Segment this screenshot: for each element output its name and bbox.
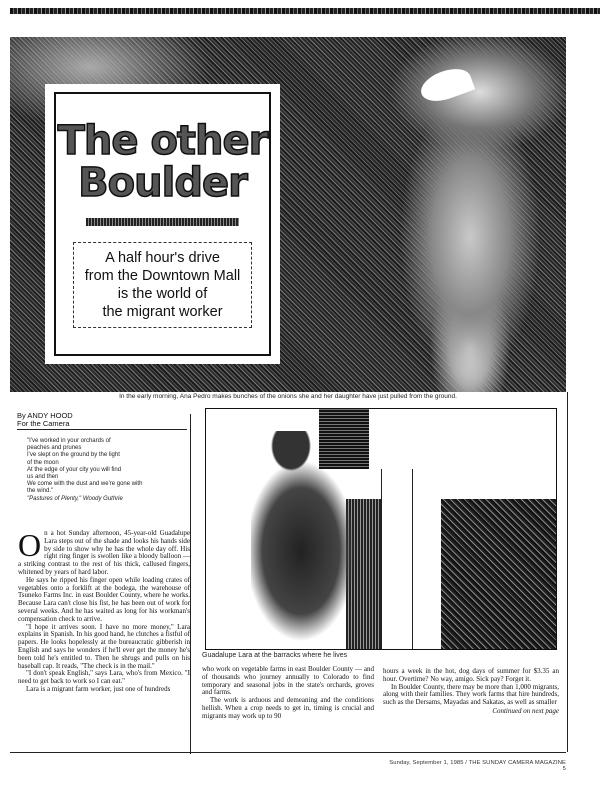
byline-role: For the Camera [17,419,70,428]
subheadline-line: from the Downtown Mall [84,268,241,284]
byline-divider [17,429,187,430]
byline [17,412,187,428]
article-paragraph: In Boulder County, there may be more than 1,000 migrants, along with their families. They work farms that hire hundreds, such as the Dersams, Mayadas and Sakatas, as well as smaller [383,682,559,707]
epigraph-line: of the moon [27,459,59,466]
tree-foliage [441,499,556,649]
article-column-2 [202,666,374,721]
article-paragraph: who work on vegetable farms in east Boulder County — and of thousands who journey annually to Colorado to find temporary and seasonal jobs in the state's orchards, groves and farms. [202,665,374,697]
drop-cap: O [18,527,42,563]
headline-line-2: Boulder [78,160,247,206]
epigraph-line: "I've worked in your orchards of [27,438,111,444]
second-photo [205,408,557,650]
epigraph-line: peaches and prunes [27,445,82,452]
column-divider-left [190,414,191,754]
subheadline-box [73,242,252,328]
headline-line-1: The other [57,118,268,164]
article-paragraph: "I don't speak English," says Lara, who's from Mexico. "I need to get back to work so I can eat." [18,669,190,686]
subheadline-line: the migrant worker [102,304,223,320]
byline-author: By ANDY HOOD [17,411,73,420]
epigraph-line: At the edge of your city you will find [27,466,122,473]
article-paragraph: hours a week in the hot, dog days of summer for $3.35 an hour. Overtime? No way, amigo. Sick pay? Forget it. [383,667,559,683]
page-number: 5 [562,766,566,772]
epigraph [27,438,187,503]
article-column-3 [383,668,559,716]
epigraph-line: I've slept on the ground by the light [27,452,120,459]
scan-noise-strip [10,8,600,14]
subheadline-line: is the world of [117,286,208,302]
hero-photo-caption: In the early morning, Ana Pedro makes bunches of the onions she and her daughter have just pulled from the ground. [119,393,457,400]
article-paragraph: He says he ripped his finger open while loading crates of vegetables onto a forklift at the bodega, the warehouse of Tsuneko Farms Inc. in east Boulder County, where he works. Because Lara can't close his fist, he has been out of work for several weeks. And he has waited as long for his workman's compensation check to arrive. [18,575,190,623]
column-divider-right [567,392,568,752]
epigraph-line: us and then [27,474,59,481]
article-paragraph: "I hope it arrives soon. I have no more money," Lara explains in Spanish. In his good hand, he clutches a fistful of papers. He looks hopelessly at the bureaucratic gibberish in English and says he wonders if he'll ever get the money he's been told he's entitled to. Then he shrugs and pulls on his baseball cap. It reads, "The check is in the mail." [18,622,190,670]
headline [56,120,269,204]
epigraph-attribution: "Pastures of Plenty," Woody Guthrie [27,495,123,502]
hat-brim-highlight [417,63,475,107]
headline-underbar [86,218,239,226]
article-paragraph: The work is arduous and demeaning and the conditions hellish. When a crop needs to get in, timing is crucial and migrants may work up to 90 [202,696,374,720]
porch-post [381,469,413,649]
article-column-1 [18,527,190,694]
title-box [45,84,280,364]
second-photo-caption: Guadalupe Lara at the barracks where he lives [202,652,348,659]
portrait-figure [251,431,361,649]
subheadline-line: A half hour's drive [105,250,220,266]
article-paragraph: n a hot Sunday afternoon, 45-year-old Guadalupe Lara steps out of the shade and looks his hands side by side to show why he has the whole day off. His right ring finger is swollen like a bloody balloon — a striking contrast to the rest of his thick, callused fingers, whitened by years of hard labor. [18,529,190,576]
epigraph-line: the wind." [27,488,54,495]
continued-notice: Continued on next page [492,706,559,715]
article-paragraph: Lara is a migrant farm worker, just one of hundreds [26,684,171,693]
bottom-divider [10,752,566,753]
title-frame [54,92,271,356]
footer-dateline: Sunday, September 1, 1985 / THE SUNDAY CAMERA MAGAZINE [389,760,566,766]
epigraph-line: We come with the dust and we're gone with [27,481,143,488]
page-footer [380,760,566,772]
